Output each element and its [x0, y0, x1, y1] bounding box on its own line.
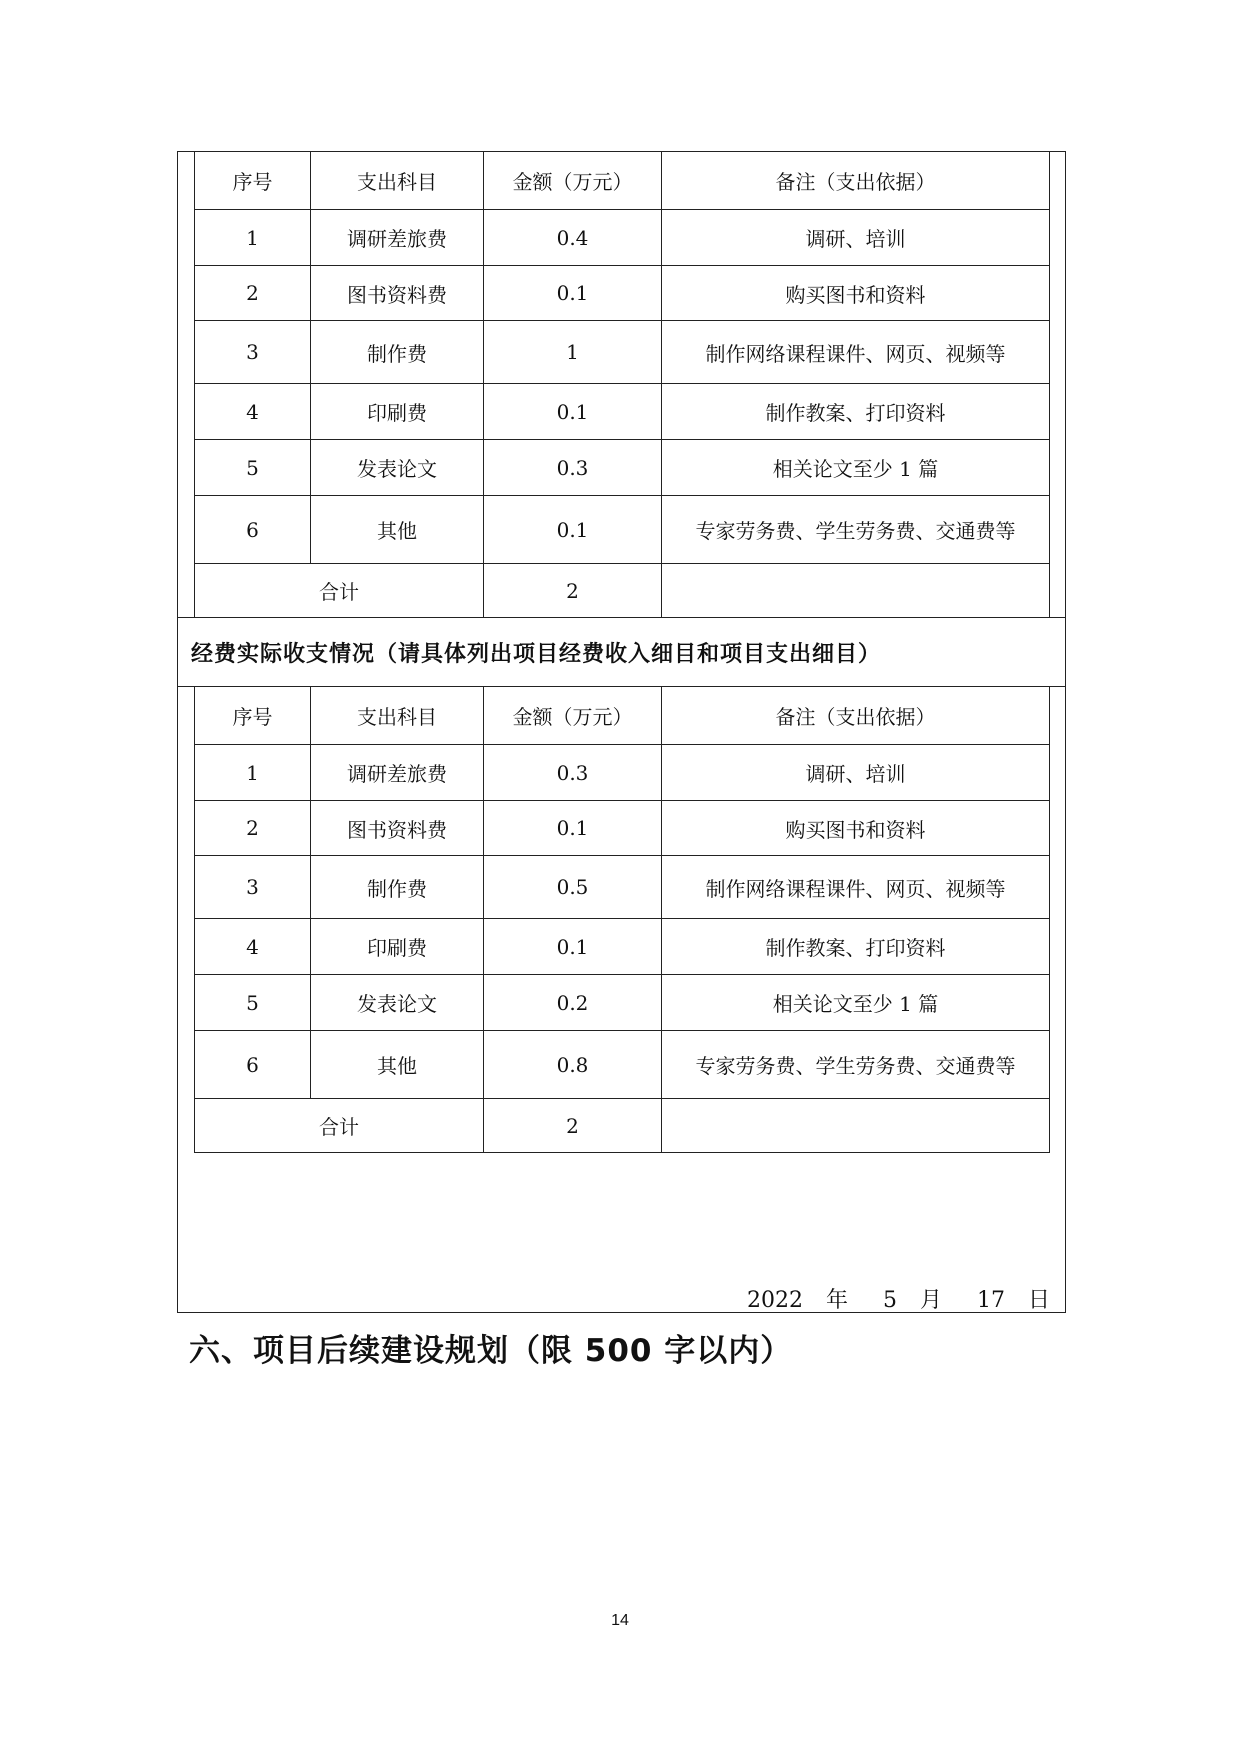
- date-year: 2022: [746, 1288, 803, 1313]
- total-note: [662, 564, 1050, 618]
- table-row: [195, 1031, 1050, 1099]
- cell-note: 制作网络课程课件、网页、视频等: [662, 321, 1050, 384]
- cell-amount: 0.1: [484, 801, 662, 856]
- cell-no: 6: [195, 1031, 311, 1099]
- page-number: 14: [611, 1612, 629, 1629]
- actual-budget-table: [194, 686, 1050, 1153]
- total-amount: 2: [484, 1099, 662, 1153]
- cell-no: 6: [195, 496, 311, 564]
- cell-item: 调研差旅费: [311, 745, 484, 801]
- cell-item: 其他: [311, 496, 484, 564]
- cell-note: 购买图书和资料: [662, 801, 1050, 856]
- total-label: 合计: [195, 1099, 484, 1153]
- cell-note: 制作教案、打印资料: [662, 384, 1050, 440]
- table-row: [195, 496, 1050, 564]
- cell-no: 1: [195, 745, 311, 801]
- table-header-row: [195, 152, 1050, 210]
- total-label: 合计: [195, 564, 484, 618]
- cell-note: 调研、培训: [662, 745, 1050, 801]
- cell-amount: 0.8: [484, 1031, 662, 1099]
- cell-no: 3: [195, 321, 311, 384]
- cell-no: 4: [195, 384, 311, 440]
- cell-amount: 0.1: [484, 919, 662, 975]
- cell-item: 其他: [311, 1031, 484, 1099]
- cell-item: 制作费: [311, 321, 484, 384]
- table-total-row: [195, 564, 1050, 618]
- cell-no: 3: [195, 856, 311, 919]
- cell-note: 调研、培训: [662, 210, 1050, 266]
- cell-no: 2: [195, 266, 311, 321]
- date-day: 17: [976, 1288, 1005, 1313]
- cell-amount: 0.3: [484, 745, 662, 801]
- header-cell-amount: 金额（万元）: [484, 687, 662, 745]
- cell-item: 印刷费: [311, 919, 484, 975]
- actual-section-heading: 经费实际收支情况（请具体列出项目经费收入细目和项目支出细目）: [191, 641, 882, 667]
- cell-no: 4: [195, 919, 311, 975]
- cell-no: 1: [195, 210, 311, 266]
- header-cell-note: 备注（支出依据）: [662, 687, 1050, 745]
- table-total-row: [195, 1099, 1050, 1153]
- header-cell-amount: 金额（万元）: [484, 152, 662, 210]
- table-row: [195, 801, 1050, 856]
- cell-amount: 0.2: [484, 975, 662, 1031]
- cell-item: 图书资料费: [311, 266, 484, 321]
- chapter-title: 六、项目后续建设规划（限 500 字以内）: [189, 1333, 793, 1369]
- planned-budget-table: [194, 151, 1050, 618]
- table-row: [195, 919, 1050, 975]
- cell-amount: 0.3: [484, 440, 662, 496]
- total-note: [662, 1099, 1050, 1153]
- table-row: [195, 745, 1050, 801]
- header-cell-item: 支出科目: [311, 152, 484, 210]
- cell-amount: 0.5: [484, 856, 662, 919]
- cell-no: 5: [195, 975, 311, 1031]
- date-year-unit: 年: [825, 1288, 848, 1313]
- cell-item: 发表论文: [311, 975, 484, 1031]
- cell-note: 专家劳务费、学生劳务费、交通费等: [662, 496, 1050, 564]
- table-row: [195, 384, 1050, 440]
- header-cell-no: 序号: [195, 687, 311, 745]
- cell-no: 2: [195, 801, 311, 856]
- cell-note: 专家劳务费、学生劳务费、交通费等: [662, 1031, 1050, 1099]
- date-day-unit: 日: [1027, 1288, 1050, 1313]
- table-row: [195, 266, 1050, 321]
- cell-item: 发表论文: [311, 440, 484, 496]
- cell-amount: 0.1: [484, 384, 662, 440]
- cell-amount: 0.1: [484, 496, 662, 564]
- total-amount: 2: [484, 564, 662, 618]
- cell-amount: 1: [484, 321, 662, 384]
- cell-no: 5: [195, 440, 311, 496]
- cell-note: 制作网络课程课件、网页、视频等: [662, 856, 1050, 919]
- cell-note: 相关论文至少 1 篇: [662, 440, 1050, 496]
- header-cell-no: 序号: [195, 152, 311, 210]
- cell-item: 制作费: [311, 856, 484, 919]
- table-header-row: [195, 687, 1050, 745]
- cell-note: 相关论文至少 1 篇: [662, 975, 1050, 1031]
- date-month: 5: [882, 1288, 897, 1313]
- table-row: [195, 856, 1050, 919]
- cell-item: 调研差旅费: [311, 210, 484, 266]
- table-row: [195, 321, 1050, 384]
- signature-date: [737, 1283, 1050, 1314]
- cell-note: 制作教案、打印资料: [662, 919, 1050, 975]
- header-cell-note: 备注（支出依据）: [662, 152, 1050, 210]
- date-month-unit: 月: [919, 1288, 942, 1313]
- cell-item: 图书资料费: [311, 801, 484, 856]
- table-row: [195, 440, 1050, 496]
- cell-note: 购买图书和资料: [662, 266, 1050, 321]
- cell-amount: 0.1: [484, 266, 662, 321]
- table-row: [195, 210, 1050, 266]
- table-row: [195, 975, 1050, 1031]
- cell-item: 印刷费: [311, 384, 484, 440]
- cell-amount: 0.4: [484, 210, 662, 266]
- header-cell-item: 支出科目: [311, 687, 484, 745]
